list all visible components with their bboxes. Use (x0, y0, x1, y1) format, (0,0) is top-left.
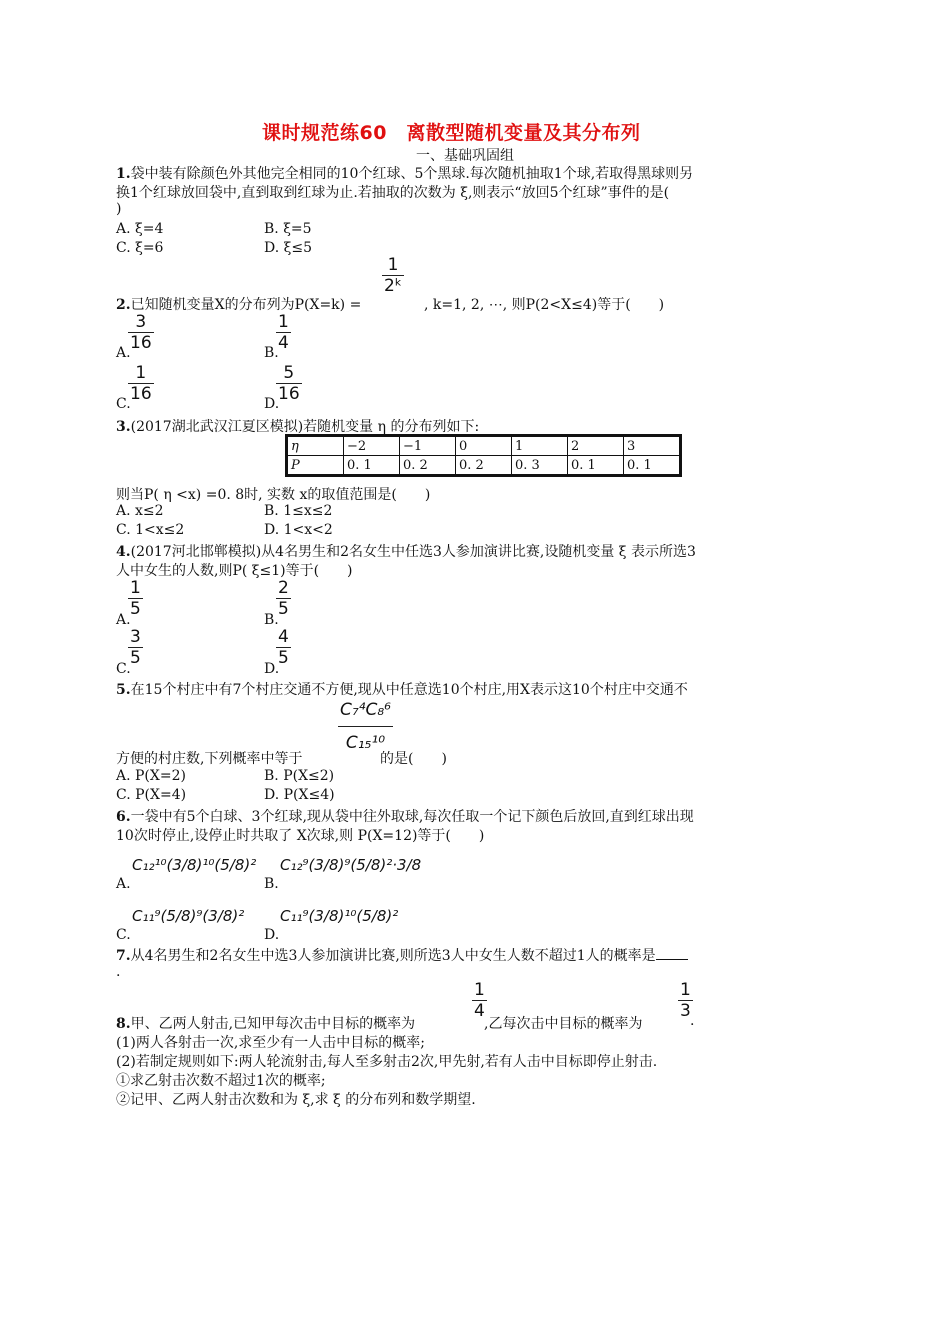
option-d-label: D. (264, 661, 280, 677)
question-text: . (116, 964, 121, 980)
option-a-fraction: 3 16 (130, 312, 152, 353)
table-cell: η (287, 436, 344, 456)
page-title: 课时规范练60 离散型随机变量及其分布列 (262, 122, 641, 144)
option-c: C. P(X=4) (116, 787, 187, 803)
question-number: 8. (116, 1016, 131, 1032)
question-text: 人中女生的人数,则P( ξ≤1)等于( ) (116, 563, 353, 579)
option-c-fraction: 1 16 (130, 363, 152, 404)
option-c-expression: C₁₁⁹(5/8)⁹(3/8)² (132, 907, 245, 925)
option-a-label: A. (116, 345, 131, 361)
question-text: 已知随机变量X的分布列为P(X=k) = (130, 297, 362, 313)
question-text: 换1个红球放回袋中,直到取到红球为止.若抽取的次数为 ξ,则表示“放回5个红球”事件的是( (116, 185, 670, 201)
question-text: 方便的村庄数,下列概率中等于 (116, 751, 303, 767)
table-cell: P (287, 456, 344, 476)
option-a: A. P(X=2) (116, 768, 186, 784)
question-number: 6. (116, 809, 131, 825)
option-a: A. ξ=4 (116, 221, 164, 237)
table-cell: 2 (568, 436, 624, 456)
option-a-label: A. (116, 876, 131, 892)
section-heading: 一、基础巩固组 (416, 148, 514, 164)
fraction: 1 3 (680, 980, 691, 1021)
question-number: 7. (116, 948, 131, 964)
option-c-fraction: 3 5 (130, 627, 141, 668)
option-c-label: C. (116, 927, 131, 943)
question-number: 1. (116, 166, 131, 182)
table-cell: 0 (456, 436, 512, 456)
question-text: ) (116, 201, 122, 217)
question-text: 从4名男生和2名女生中选3人参加演讲比赛,则所选3人中女生人数不超过1人的概率是 (130, 948, 656, 964)
table-row (287, 436, 681, 456)
question-text: 甲、乙两人射击,已知甲每次击中目标的概率为 (130, 1016, 416, 1032)
option-b-label: B. (264, 612, 279, 628)
fraction: 1 4 (474, 980, 485, 1021)
question-text: (2017湖北武汉江夏区模拟)若随机变量 η 的分布列如下: (130, 419, 480, 435)
option-b-label: B. (264, 345, 279, 361)
question-number: 2. (116, 297, 131, 313)
question-text: (2017河北邯郸模拟)从4名男生和2名女生中任选3人参加演讲比赛,设随机变量 ξ 表示所选3 (130, 544, 696, 560)
option-b-expression: C₁₂⁹(3/8)⁹(5/8)²·3/8 (280, 856, 422, 874)
table-cell: −2 (344, 436, 400, 456)
question-text: . (690, 1013, 695, 1029)
question-text: ,乙每次击中目标的概率为 (484, 1016, 643, 1032)
option-c-label: C. (116, 396, 131, 412)
option-b-fraction: 1 4 (278, 312, 289, 353)
table-cell: 0. 1 (568, 456, 624, 476)
answer-blank (656, 947, 688, 960)
table-row (287, 456, 681, 476)
option-c: C. ξ=6 (116, 240, 164, 256)
option-d-expression: C₁₁⁹(3/8)¹⁰(5/8)² (280, 907, 399, 925)
distribution-table (285, 434, 682, 477)
fraction: 1 2ᵏ (384, 255, 403, 296)
option-b-label: B. (264, 876, 279, 892)
question-text: 一袋中有5个白球、3个红球,现从袋中往外取球,每次任取一个记下颜色后放回,直到红球出现 (130, 809, 694, 825)
sub-question: ②记甲、乙两人射击次数和为 ξ,求 ξ 的分布列和数学期望. (116, 1092, 476, 1108)
question-text: 的是( ) (380, 751, 447, 767)
option-a-expression: C₁₂¹⁰(3/8)¹⁰(5/8)² (132, 856, 257, 874)
option-d-label: D. (264, 927, 280, 943)
table-cell: 0. 1 (344, 456, 400, 476)
combination-fraction: C₇⁴C₈⁶ C₁₅¹⁰ (340, 700, 391, 753)
table-cell: 0. 1 (624, 456, 681, 476)
option-d: D. 1<x<2 (264, 522, 333, 538)
option-b: B. P(X≤2) (264, 768, 335, 784)
sub-question: (1)两人各射击一次,求至少有一人击中目标的概率; (116, 1035, 425, 1051)
option-d: D. ξ≤5 (264, 240, 312, 256)
table-cell: 3 (624, 436, 681, 456)
option-d: D. P(X≤4) (264, 787, 335, 803)
table-cell: 1 (512, 436, 568, 456)
option-c-label: C. (116, 661, 131, 677)
question-text: 在15个村庄中有7个村庄交通不方便,现从中任意选10个村庄,用X表示这10个村庄中交通不 (130, 682, 688, 698)
question-text: 则当P( η <x) =0. 8时, 实数 x的取值范围是( ) (116, 487, 431, 503)
option-c: C. 1<x≤2 (116, 522, 185, 538)
sub-question: (2)若制定规则如下:两人轮流射击,每人至多射击2次,甲先射,若有人击中目标即停止射击. (116, 1054, 658, 1070)
table-cell: 0. 2 (400, 456, 456, 476)
option-d-fraction: 5 16 (278, 363, 300, 404)
option-d-label: D. (264, 396, 280, 412)
table-cell: 0. 2 (456, 456, 512, 476)
option-a-fraction: 1 5 (130, 578, 141, 619)
question-number: 4. (116, 544, 131, 560)
option-b: B. ξ=5 (264, 221, 312, 237)
option-b: B. 1≤x≤2 (264, 503, 333, 519)
question-number: 3. (116, 419, 131, 435)
question-text: , k=1, 2, ⋯, 则P(2<X≤4)等于( ) (424, 297, 665, 313)
question-number: 5. (116, 682, 131, 698)
option-d-fraction: 4 5 (278, 627, 289, 668)
sub-question: ①求乙射击次数不超过1次的概率; (116, 1073, 326, 1089)
table-cell: −1 (400, 436, 456, 456)
question-text: 10次时停止,设停止时共取了 X次球,则 P(X=12)等于( ) (116, 828, 485, 844)
option-b-fraction: 2 5 (278, 578, 289, 619)
option-a-label: A. (116, 612, 131, 628)
option-a: A. x≤2 (116, 503, 164, 519)
table-cell: 0. 3 (512, 456, 568, 476)
question-text: 袋中装有除颜色外其他完全相同的10个红球、5个黑球.每次随机抽取1个球,若取得黑球则另 (130, 166, 694, 182)
